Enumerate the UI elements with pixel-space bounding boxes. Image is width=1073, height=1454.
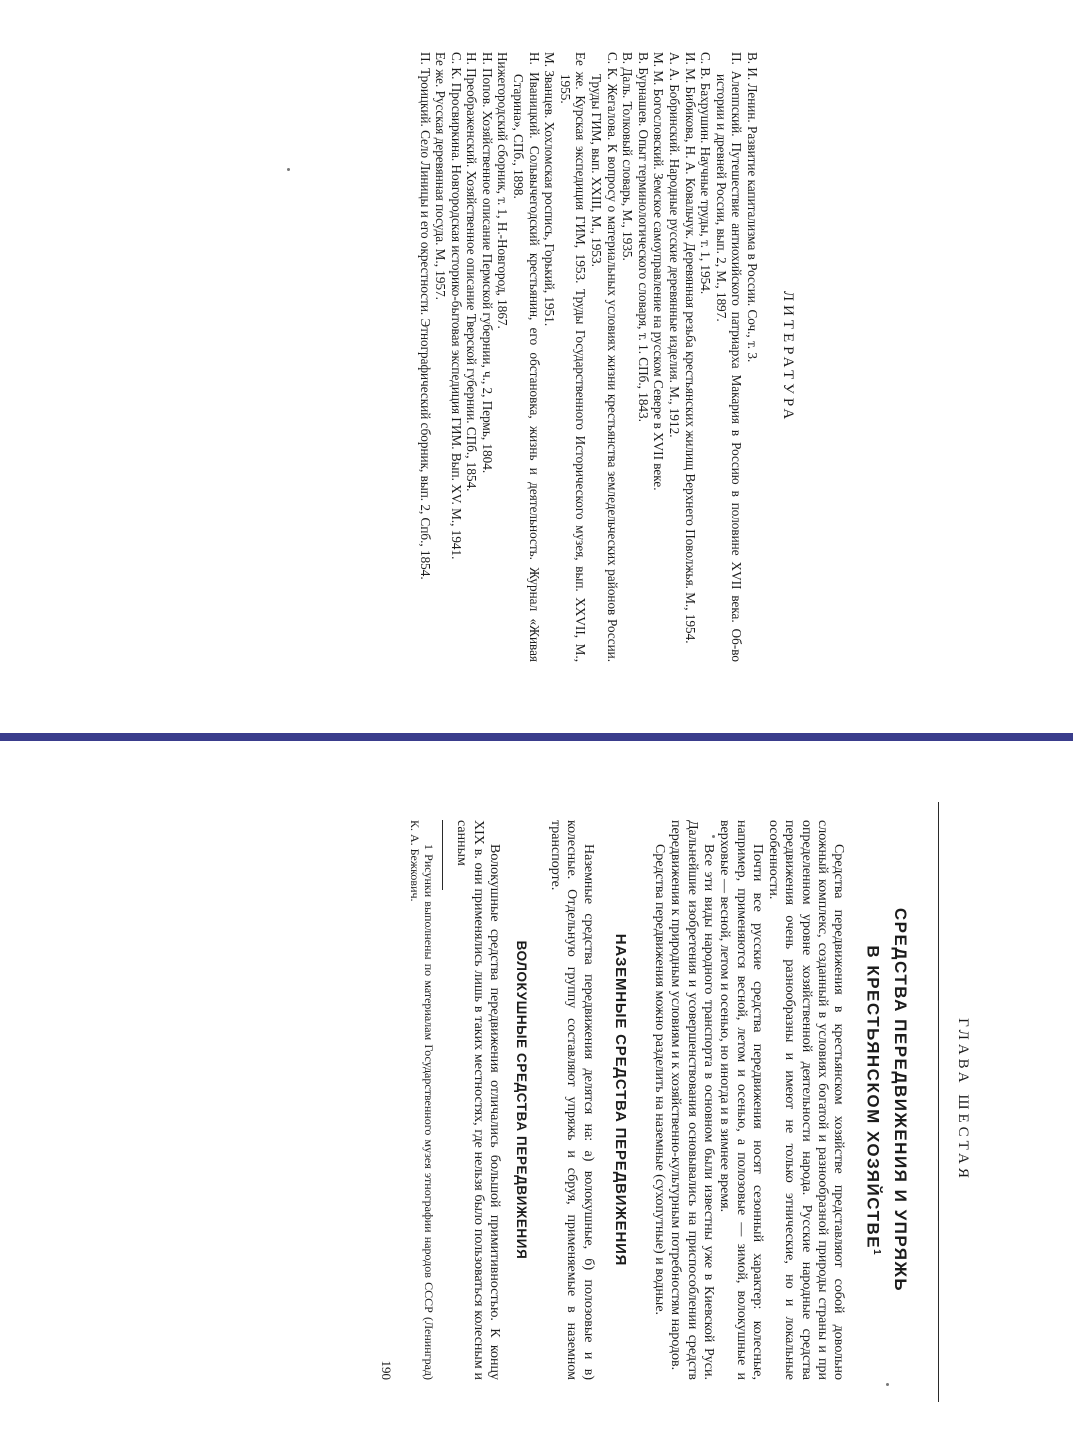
reference-item: М. Званцев. Хохломская роспись, Горький, 1951. bbox=[542, 52, 558, 327]
footnote: 1 Рисунки выполнены по материалам Государственного музея этнографии народов СССР (Ленинград) К. А. Бежкович. bbox=[408, 820, 436, 1380]
reference-item: П. Троицкий. Село Линицы и его окрестности. Этнографический сборник, вып. 2, Спб., 1854. bbox=[417, 52, 433, 580]
body-paragraph: Все эти виды народного транспорта в основном были известны уже в Киевской Руси. Дальнейшие изобретения и усовершенствования основывались на приспособлении средств передвижения к природным условиям и к хозяйственно-культурным потребностям народов. bbox=[668, 820, 716, 1380]
reference-item: Ее же. Русская деревянная посуда. М., 1957. bbox=[433, 52, 449, 300]
reference-item: В. Даль. Толковый словарь, М., 1935. bbox=[620, 52, 636, 261]
page-divider bbox=[0, 733, 1073, 741]
reference-list bbox=[417, 52, 760, 662]
page-number: 190 bbox=[379, 1360, 394, 1380]
reference-item: Нижегородский сборник, т. 1, Н.-Новгород, 1867. bbox=[495, 52, 511, 329]
footnote-rule bbox=[442, 820, 443, 890]
body-paragraph: Почти все русские средства передвижения носят сезонный характер: колесные, например, применяются весной, летом и осенью, а полозовые — зимой, волокушные и верховые — весной, летом и осенью, но иногда и в зимнее время. bbox=[717, 820, 765, 1380]
reference-item: Н. Иваницкий. Сольвычегодский крестьянин, его обстановка, жизнь и деятельность. Журнал «Живая Старина», СПб., 1898. bbox=[511, 52, 542, 662]
chapter-text-block bbox=[100, 820, 985, 1380]
reference-item: С. К. Просвиркина. Новгородская историко-бытовая экспедиция ГИМ. Вып. XV. М., 1941. bbox=[448, 52, 464, 560]
reference-item: Н. Преображенский. Хозяйственное описание Тверской губернии. СПб., 1854. bbox=[464, 52, 480, 492]
body-paragraph: Средства передвижения можно разделить на наземные (сухопутные) и водные. bbox=[652, 844, 668, 1316]
reference-item: А. А. Бобринский. Народные русские деревянные изделия. М., 1912. bbox=[667, 52, 683, 438]
body-paragraph: Средства передвижения в крестьянском хозяйстве представляют собой довольно сложный комплекс, созданный в условиях богатой и разнообразной природы страны и при определенном уровне хозяйственной деятельности народа. Русские народные средства передвижения очень разнообразны и имеют не только этнические, но и локальные особенности. bbox=[766, 820, 847, 1380]
literature-text-block bbox=[300, 52, 800, 662]
chapter-title-line1: СРЕДСТВА ПЕРЕДВИЖЕНИЯ И УПРЯЖЬ bbox=[891, 907, 910, 1293]
section-title: НАЗЕМНЫЕ СРЕДСТВА ПЕРЕДВИЖЕНИЯ bbox=[611, 933, 629, 1267]
reference-item: И. М. Бибикова, Н. А. Ковальчук. Деревянная резьба крестьянских жилищ Верхнего Поволжья. М., 1954. bbox=[682, 52, 698, 644]
chapter-page bbox=[0, 741, 1073, 1454]
reference-item: В. Бурнашев. Опыт терминологического словаря, т. 1. СПб., 1843. bbox=[635, 52, 651, 422]
literature-heading: ЛИТЕРАТУРА bbox=[780, 290, 796, 424]
reference-item: В. И. Ленин. Развитие капитализма в России. Соч., т. 3. bbox=[745, 52, 760, 363]
reference-item: С. В. Бахрушин. Научные труды, т. 1, 1954. bbox=[698, 52, 714, 295]
chapter-title bbox=[860, 820, 912, 1380]
speck-mark bbox=[287, 168, 290, 171]
header-rule bbox=[938, 802, 939, 1402]
reference-item: М. М. Богословский. Земское самоуправление на русском Севере в XVII веке. bbox=[651, 52, 667, 491]
reference-item: С. К. Жегалова. К вопросу о материальных условиях жизни крестьянства земледельческих районов России. Труды ГИМ, вып. XXIII, М., 1953. bbox=[589, 52, 620, 662]
chapter-number: ГЛАВА ШЕСТАЯ bbox=[955, 1018, 971, 1182]
reference-item: П. Алеппский. Путешествие антиохийского патриарха Макария в Россию в половине XVII века. Об-во истории и древней России, вып. 2, М., 1897. bbox=[713, 52, 745, 662]
reference-item: Н. Попов. Хозяйственное описание Пермской губернии, ч., 2, Пермь, 1804. bbox=[479, 52, 495, 474]
speck-mark bbox=[886, 1383, 889, 1386]
reference-item: Ее же. Курская экспедиция ГИМ, 1953. Труды Государственного Исторического музея, вып. XXVII, М., 1955. bbox=[557, 52, 589, 662]
subsection-paragraph: Волокушные средства передвижения отличались большой примитивностью. К концу XIX в. они применялись лишь в таких местностях, где нельзя было пользоваться колесным и санным bbox=[454, 820, 502, 1380]
chapter-title-line2 bbox=[860, 820, 888, 1380]
subsection-title: ВОЛОКУШНЫЕ СРЕДСТВА ПЕРЕДВИЖЕНИЯ bbox=[513, 940, 529, 1260]
speck-mark bbox=[712, 835, 715, 838]
chapter-title-line2-text: В КРЕСТЬЯНСКОМ ХОЗЯЙСТВЕ bbox=[863, 945, 883, 1250]
title-footnote-mark: 1 bbox=[871, 1249, 882, 1255]
section-paragraph: Наземные средства передвижения делятся на: а) волокушные, б) полозовые и в) колесные. Отдельную группу составляют упряжь и сбруя, применяемые в наземном транспорте. bbox=[548, 820, 596, 1380]
